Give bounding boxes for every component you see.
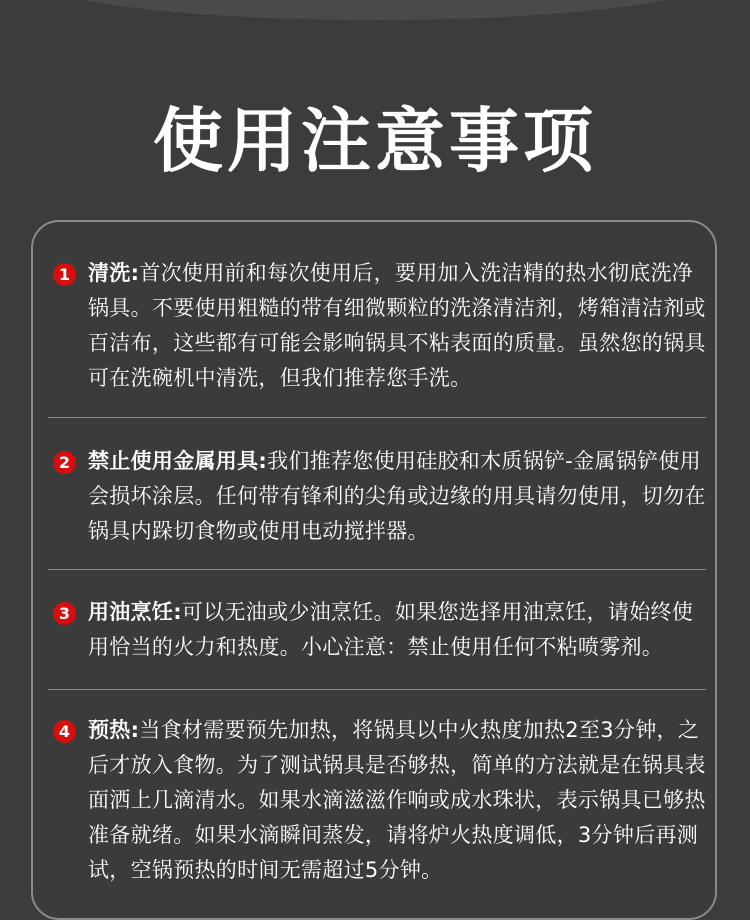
notice-body: 首次使用前和每次使用后，要用加入洗洁精的热水彻底洗净锅具。不要使用粗糙的带有细微颗粒的洗涤清洁剂，烤箱清洁剂或百洁布，这些都有可能会影响锅具不粘表面的质量。虽然您的锅具可在洗碗机中清洗，但我们推荐您手洗。 [88,261,706,390]
notice-body: 当食材需要预先加热，将锅具以中火热度加热2至3分钟，之后才放入食物。为了测试锅具是否够热，简单的方法就是在锅具表面洒上几滴清水。如果水滴滋滋作响或成水珠状，表示锅具已够热准备就绪。如果水滴瞬间蒸发，请将炉火热度调低，3分钟后再测试，空锅预热的时间无需超过5分钟。 [88,718,706,882]
number-badge: 2 [53,451,76,474]
notice-text [88,256,706,396]
section-divider [48,689,706,690]
notice-heading: 用油烹饪: [88,600,182,624]
page-title: 使用注意事项 [153,100,597,182]
section-divider [48,569,706,570]
notice-text [88,444,706,549]
notice-heading: 预热: [88,718,140,742]
notice-heading: 禁止使用金属用具: [88,449,268,473]
notice-text [88,713,706,888]
notice-body: 可以无油或少油烹饪。如果您选择用油烹饪，请始终使用恰当的火力和热度。小心注意：禁止使用任何不粘喷雾剂。 [88,600,694,659]
number-badge: 3 [53,602,76,625]
section-divider [48,417,706,418]
notice-heading: 清洗: [88,261,140,285]
notice-card [31,220,717,920]
top-decorative-arc [40,0,710,20]
number-badge: 1 [53,263,76,286]
notice-text [88,595,706,665]
notice-body: 我们推荐您使用硅胶和木质锅铲-金属锅铲使用会损坏涂层。任何带有锋利的尖角或边缘的用具请勿使用，切勿在锅具内跺切食物或使用电动搅拌器。 [88,449,706,543]
number-badge: 4 [53,720,76,743]
